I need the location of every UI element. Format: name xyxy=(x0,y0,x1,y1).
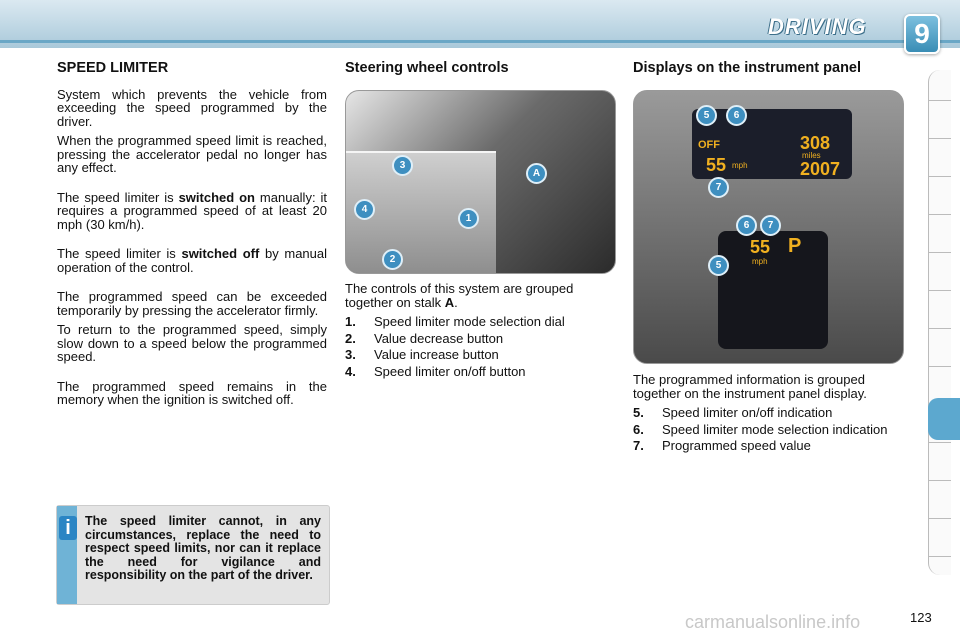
callout-5: 5 xyxy=(708,255,729,276)
callout-3: 3 xyxy=(392,155,413,176)
list-item: 2. Value decrease button xyxy=(345,330,504,346)
list-item: 1. Speed limiter mode selection dial xyxy=(345,314,565,329)
chapter-title: DRIVING xyxy=(768,14,867,39)
right-column xyxy=(633,62,903,88)
middle-column xyxy=(345,62,615,88)
callout-5: 5 xyxy=(696,105,717,126)
list-item: 3. Value increase button xyxy=(345,347,499,362)
callout-a: A xyxy=(526,163,547,184)
paragraph: To return to the programmed speed, simply slow down to a speed below the programmed speed. xyxy=(57,322,327,364)
controls-list xyxy=(345,315,615,378)
callout-6: 6 xyxy=(736,215,757,236)
display-lower: 55 mph P xyxy=(718,231,828,349)
info-box xyxy=(56,505,330,605)
display-upper: OFF 55 mph 308 miles 2007 xyxy=(692,109,852,179)
list-item: 6. Speed limiter mode selection indication xyxy=(633,421,888,437)
chapter-tab-active[interactable] xyxy=(928,398,960,440)
instrument-panel-photo xyxy=(633,90,904,364)
paragraph: The speed limiter is switched on manually: it requires a programmed speed of at least 20 mph (30 km/h). xyxy=(57,189,327,232)
left-column xyxy=(57,62,327,413)
info-icon: i xyxy=(59,516,77,540)
paragraph: The programmed speed can be exceeded temporarily by pressing the accelerator firmly. xyxy=(57,289,327,318)
paragraph: When the programmed speed limit is reached, pressing the accelerator pedal no longer has any effect. xyxy=(57,133,327,175)
paragraph: The speed limiter is switched off by manual operation of the control. xyxy=(57,246,328,275)
list-item: 4. Speed limiter on/off button xyxy=(345,363,526,379)
paragraph: The programmed speed remains in the memory when the ignition is switched off. xyxy=(57,378,327,407)
paragraph: The controls of this system are grouped together on stalk A. xyxy=(345,281,574,310)
right-text xyxy=(633,373,905,456)
paragraph: System which prevents the vehicle from exceeding the speed programmed by the driver. xyxy=(57,86,327,129)
callout-4: 4 xyxy=(354,199,375,220)
list-item: 7. Programmed speed value xyxy=(633,438,811,453)
steering-controls-photo xyxy=(345,90,616,274)
callout-7: 7 xyxy=(708,177,729,198)
info-text: The speed limiter cannot, in any circumstances, replace the need to respect speed limits, nor can it replace the need for vigilance and responsibility on the part of the driver. xyxy=(85,514,321,582)
section-heading: SPEED LIMITER xyxy=(57,60,169,76)
list-item: 5. Speed limiter on/off indication xyxy=(633,405,833,420)
paragraph: The programmed information is grouped together on the instrument panel display. xyxy=(633,372,867,401)
header-stripe xyxy=(0,40,960,43)
middle-text xyxy=(345,282,615,381)
callout-7: 7 xyxy=(760,215,781,236)
callout-1: 1 xyxy=(458,208,479,229)
chapter-number-badge: 9 xyxy=(904,14,940,54)
page-number: 123 xyxy=(910,610,932,625)
chapter-tabs xyxy=(928,70,951,575)
section-heading: Steering wheel controls xyxy=(345,60,509,76)
callout-2: 2 xyxy=(382,249,403,270)
display-list xyxy=(633,406,905,453)
section-heading: Displays on the instrument panel xyxy=(633,60,862,76)
watermark: carmanualsonline.info xyxy=(685,612,861,632)
callout-6: 6 xyxy=(726,105,747,126)
